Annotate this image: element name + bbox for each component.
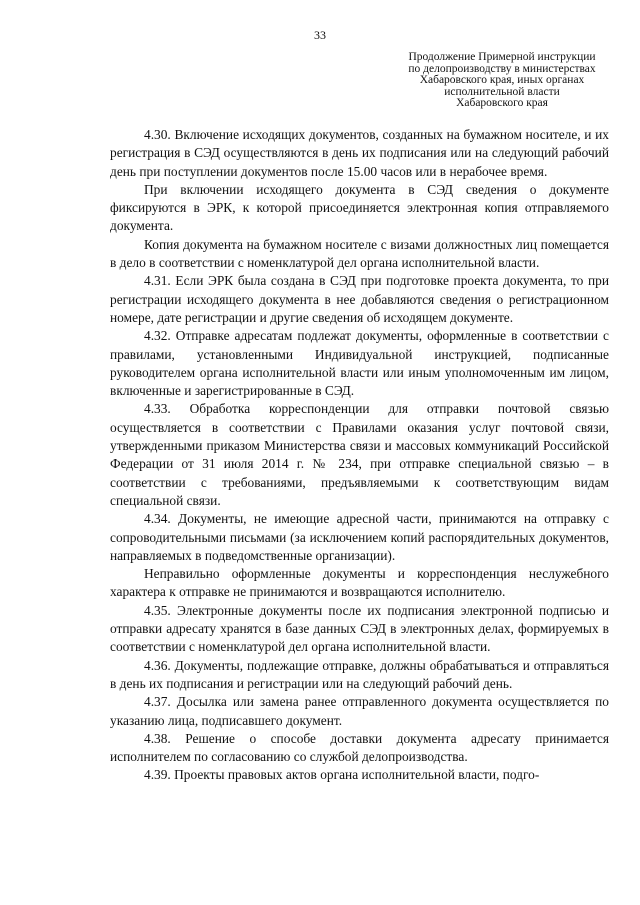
header-line: по делопроизводству в министерствах (408, 62, 596, 75)
running-header (378, 52, 626, 110)
paragraph-4-36: 4.36. Документы, подлежащие отправке, должны обрабатываться и отправляться в день их подписания и регистрации или на следующий рабочий день. (110, 657, 609, 691)
header-line: Хабаровского края, иных органах (419, 74, 585, 87)
paragraph: Копия документа на бумажном носителе с визами должностных лиц помещается в дело в соответствии с номенклатурой дел органа исполнительной власти. (110, 236, 609, 271)
header-line: Продолжение Примерной инструкции (408, 51, 596, 63)
paragraph-4-31: 4.31. Если ЭРК была создана в СЭД при подготовке проекта документа, то при регистрации исходящего документа в нее добавляются сведения о регистрационном номере, дате регистрации и другие сведения об исходящем документе. (110, 273, 609, 325)
paragraph: При включении исходящего документа в СЭД сведения о документе фиксируются в ЭРК, к которой присоединяется электронная копия отправляемого документа. (110, 181, 609, 234)
paragraph-4-32: 4.32. Отправке адресатам подлежат документы, оформленные в соответствии с правилами, установленными Индивидуальной инструкцией, подписанные руководителем органа исполнительной власти или иным уполномоченным им лицом, включенные и зарегистрированные в СЭД. (110, 328, 609, 399)
paragraph-4-35: 4.35. Электронные документы после их подписания электронной подписью и отправки адресату хранятся в базе данных СЭД в электронных делах, формируемых в соответствии с номенклатурой дел органа исполнительной власти. (110, 602, 609, 655)
paragraph-4-39: 4.39. Проекты правовых актов органа исполнительной власти, подго- (144, 767, 540, 783)
paragraph-4-37: 4.37. Досылка или замена ранее отправленного документа осуществляется по указанию лица, подписавшего документ. (110, 694, 609, 728)
header-line: Хабаровского края (456, 97, 548, 110)
header-line: исполнительной власти (444, 85, 560, 98)
page-number: 33 (314, 28, 326, 42)
paragraph: Неправильно оформленные документы и корреспонденция неслужебного характера к отправке не принимаются и возвращаются исполнителю. (110, 566, 609, 600)
paragraph-4-38: 4.38. Решение о способе доставки документа адресату принимается исполнителем по согласованию со службой делопроизводства. (110, 730, 609, 765)
paragraph-4-33: 4.33. Обработка корреспонденции для отправки почтовой связью осуществляется в соответствии с Правилами оказания услуг почтовой связи, утвержденными приказом Министерства связи и массовых коммуникаций Российской Федерации от 31 июля 2014 г. № 234, при отправке специальной связью – в соответствии с требованиями, предъявляемыми к соответствующим видам специальной связи. (110, 401, 609, 508)
document-body (110, 126, 609, 785)
paragraph-4-30: 4.30. Включение исходящих документов, созданных на бумажном носителе, и их регистрация в СЭД осуществляются в день их подписания или на следующий рабочий день при поступлении документов после 15.00 часов или в нерабочее время. (110, 127, 609, 179)
paragraph-4-34: 4.34. Документы, не имеющие адресной части, принимаются на отправку с сопроводительными письмами (за исключением копий распорядительных документов, направляемых в подведомственные организации). (110, 511, 609, 563)
